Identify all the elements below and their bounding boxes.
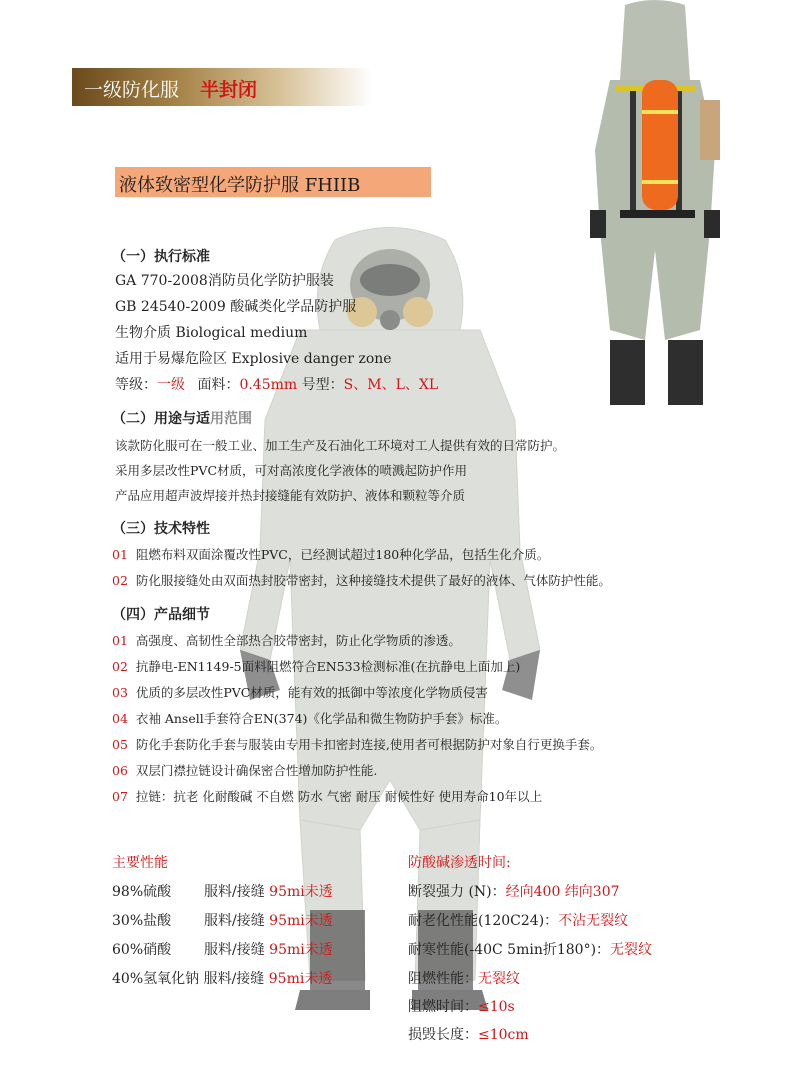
model-title-bar bbox=[115, 167, 431, 197]
performance-value: 95mi未透 bbox=[269, 942, 333, 958]
chemical-name: 30%盐酸 bbox=[112, 913, 172, 929]
grade-value: 一级 bbox=[157, 377, 185, 393]
tech-item bbox=[112, 545, 549, 563]
permeation-row bbox=[408, 1024, 529, 1044]
part-name: 服料/接缝 bbox=[204, 884, 265, 900]
item-text: 防化服接缝处由双面热封胶带密封，这种接缝技术提供了最好的液体、气体防护性能。 bbox=[135, 573, 611, 588]
detail-item bbox=[112, 631, 461, 649]
item-number: 03 bbox=[112, 685, 128, 700]
model-title: 液体致密型化学防护服 FHIIB bbox=[119, 175, 361, 196]
usage-title-part: （二）用途与适 bbox=[112, 411, 210, 427]
property-label: 耐老化性能(120C24)： bbox=[408, 913, 559, 929]
property-value: 无裂纹 bbox=[478, 971, 520, 987]
permeation-title: 防酸碱渗透时间: bbox=[408, 855, 511, 871]
standard-line: 生物介质 Biological medium bbox=[115, 325, 308, 341]
detail-item bbox=[112, 657, 520, 675]
permeation-row bbox=[408, 996, 515, 1016]
property-label: 耐寒性能(-40C 5min折180°)： bbox=[408, 942, 611, 958]
fabric-label: 面料： bbox=[197, 377, 240, 393]
item-text: 抗静电-EN1149-5面料阻燃符合EN533检测标准(在抗静电上面加上) bbox=[135, 659, 521, 674]
property-value: 不沾无裂纹 bbox=[558, 913, 629, 929]
usage-line: 产品应用超声波焊接并热封接缝能有效防护、液体和颗粒等介质 bbox=[115, 488, 466, 503]
back-suit-illustration bbox=[590, 0, 720, 420]
size-label: 号型： bbox=[301, 377, 344, 393]
item-number: 04 bbox=[112, 711, 128, 726]
standard-line: GA 770-2008消防员化学防护服装 bbox=[115, 273, 334, 289]
performance-row bbox=[112, 881, 333, 901]
item-number: 01 bbox=[112, 547, 128, 562]
performance-value: 95mi未透 bbox=[269, 913, 333, 929]
performance-row bbox=[112, 968, 332, 988]
item-text: 优质的多层改性PVC材质，能有效的抵御中等浓度化学物质侵害 bbox=[135, 685, 488, 700]
property-value: ≤10cm bbox=[478, 1027, 529, 1043]
property-label: 阻燃性能： bbox=[408, 971, 478, 987]
item-number: 02 bbox=[112, 659, 128, 674]
performance-value: 95mi未透 bbox=[269, 884, 333, 900]
item-text: 双层门襟拉链设计确保密合性增加防护性能. bbox=[135, 763, 378, 778]
usage-line: 该款防化服可在一般工业、加工生产及石油化工环境对工人提供有效的日常防护。 bbox=[115, 438, 566, 453]
part-name: 服料/接缝 bbox=[204, 913, 265, 929]
standard-line: 适用于易爆危险区 Explosive danger zone bbox=[115, 351, 392, 367]
section-title-tech: （三）技术特性 bbox=[112, 521, 210, 537]
permeation-row bbox=[408, 910, 628, 930]
item-number: 07 bbox=[112, 789, 128, 804]
property-label: 断裂强力 (N)： bbox=[408, 884, 506, 900]
detail-item bbox=[112, 787, 542, 805]
performance-value: 95mi未透 bbox=[268, 971, 333, 987]
detail-item bbox=[112, 761, 377, 779]
tech-item bbox=[112, 571, 611, 589]
item-number: 01 bbox=[112, 633, 128, 648]
enclosure-type: 半封闭 bbox=[200, 79, 258, 101]
chemical-name: 60%硝酸 bbox=[112, 942, 172, 958]
air-tank-icon bbox=[642, 80, 678, 210]
property-label: 阻燃时间： bbox=[408, 999, 478, 1015]
usage-title-part: 用范围 bbox=[210, 411, 252, 427]
performance-row bbox=[112, 910, 333, 930]
chemical-name: 98%硫酸 bbox=[112, 884, 172, 900]
usage-line: 采用多层改性PVC材质，可对高浓度化学液体的喷溅起防护作用 bbox=[115, 463, 468, 478]
part-name: 服料/接缝 bbox=[203, 971, 265, 987]
section-title-usage bbox=[112, 408, 252, 428]
detail-item bbox=[112, 709, 507, 727]
item-number: 06 bbox=[112, 763, 128, 778]
detail-item bbox=[112, 683, 488, 701]
property-value: 经向400 纬向307 bbox=[505, 884, 620, 900]
item-text: 高强度、高韧性全部热合胶带密封，防止化学物质的渗透。 bbox=[135, 633, 461, 648]
protection-level: 一级防化服 bbox=[84, 79, 180, 101]
property-label: 损毁长度： bbox=[408, 1027, 478, 1043]
chemical-name: 40%氢氧化钠 bbox=[112, 971, 200, 987]
section-title-standards: （一）执行标准 bbox=[112, 249, 210, 265]
property-value: 无裂纹 bbox=[610, 942, 653, 958]
permeation-row bbox=[408, 939, 652, 959]
section-title-details: （四）产品细节 bbox=[112, 607, 210, 623]
size-value: S、M、L、XL bbox=[343, 377, 439, 393]
part-name: 服料/接缝 bbox=[204, 942, 265, 958]
fabric-value: 0.45mm bbox=[239, 377, 298, 393]
spec-line bbox=[115, 374, 438, 394]
permeation-row bbox=[408, 968, 520, 988]
item-text: 防化手套防化手套与服装由专用卡扣密封连接,使用者可根据防护对象自行更换手套。 bbox=[135, 737, 603, 752]
item-number: 02 bbox=[112, 573, 128, 588]
performance-title: 主要性能 bbox=[112, 855, 168, 871]
property-value: ≤10s bbox=[478, 999, 515, 1015]
category-banner bbox=[72, 68, 372, 106]
grade-label: 等级： bbox=[115, 377, 157, 393]
performance-row bbox=[112, 939, 333, 959]
item-number: 05 bbox=[112, 737, 128, 752]
detail-item bbox=[112, 735, 602, 753]
item-text: 拉链：抗老 化耐酸碱 不自燃 防水 气密 耐压 耐候性好 使用寿命10年以上 bbox=[135, 789, 543, 804]
standard-line: GB 24540-2009 酸碱类化学品防护服 bbox=[115, 299, 357, 315]
item-text: 衣袖 Ansell手套符合EN(374)《化学品和微生物防护手套》标准。 bbox=[135, 711, 508, 726]
permeation-row bbox=[408, 881, 620, 901]
item-text: 阻燃布料双面涂覆改性PVC，已经测试超过180种化学品，包括生化介质。 bbox=[135, 547, 550, 562]
